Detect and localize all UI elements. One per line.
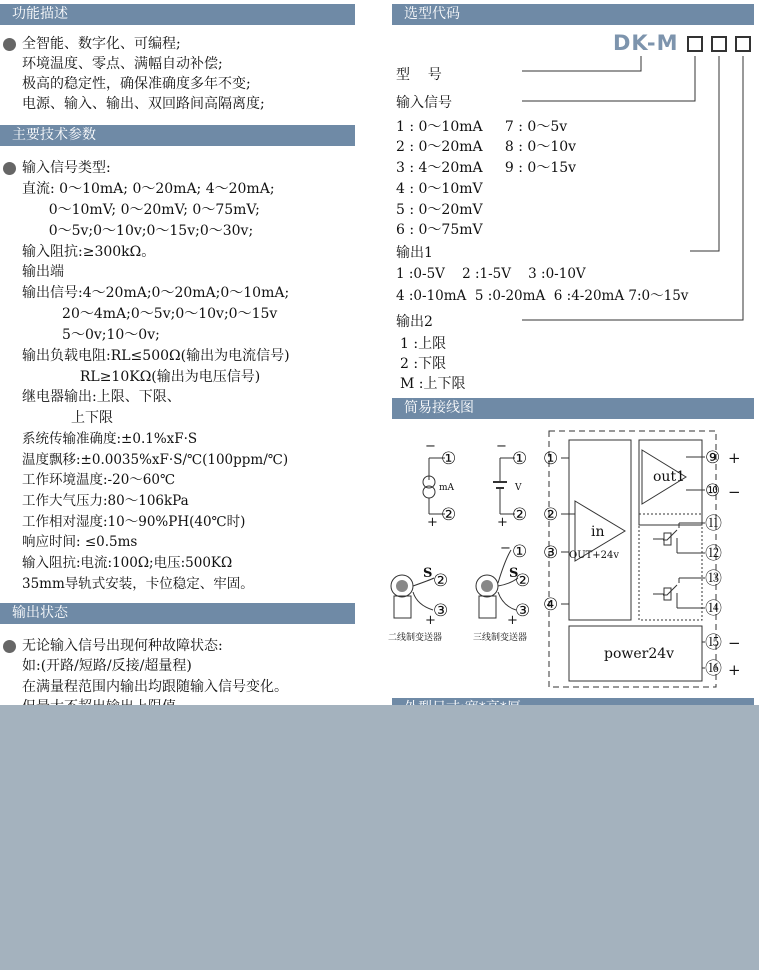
output-state-line: 在满量程范围内输出均跟随输入信号变化。 [22,679,288,695]
tech-param-line: 工作相对湿度:10～90%PH(40℃时) [22,514,246,530]
output2-label: 输出2 [396,314,433,330]
plus-sign: + [507,613,518,628]
terminal-3: ③ [515,601,531,621]
plus-sign: + [497,515,508,530]
out24v-label: OUT+24v [569,550,620,561]
tech-param-line: 输出负载电阻:RL≤500Ω(输出为电流信号) [22,348,290,364]
plus-sign: + [728,661,741,679]
terminal-2: ② [512,505,528,525]
three-wire-caption: 三线制变送器 [473,633,528,643]
terminal-1: ① [512,449,528,469]
two-wire-caption: 二线制变送器 [388,633,443,643]
tech-param-line: 输出端 [22,264,64,280]
terminal-3: ③ [433,601,449,621]
tech-param-line: 0～5v;0～10v;0～15v;0～30v; [22,223,254,239]
tech-param-line: 直流: 0～10mA; 0～20mA; 4～20mA; [22,181,275,197]
func-line: 环境温度、零点、满幅自动补偿; [22,56,223,72]
input-option: 2 : 0～20mA 8 : 0～10v [396,139,577,155]
input-signal-label: 输入信号 [396,95,452,111]
type-label: 型 号 [396,67,442,83]
input-option: 6 : 0～75mV [396,222,483,238]
plus-sign: + [427,515,438,530]
minus-sign: − [728,634,741,652]
tech-param-line: 工作环境温度:-20～60℃ [22,472,176,488]
terminal-15: ⑮ [705,633,722,653]
plus-sign: + [728,449,741,467]
wiring-diagram [385,420,759,695]
tech-param-line: 35mm导轨式安装，卡位稳定、牢固。 [22,576,254,592]
input-option: 3 : 4～20mA 9 : 0～15v [396,160,577,176]
s-label: S [423,566,433,581]
terminal-2: ② [441,505,457,525]
tech-param-line: 工作大气压力:80～106kPa [22,493,189,509]
section-header-function: 功能描述 [0,4,355,25]
tech-param-line: 系统传输准确度:±0.1%xF·S [22,431,198,447]
terminal-11: ⑪ [705,514,722,534]
section-header-output-state: 输出状态 [0,603,355,624]
output2-option: 2 :下限 [400,356,447,372]
input-option: 1 : 0～10mA 7 : 0～5v [396,119,568,135]
terminal-2: ② [515,571,531,591]
tech-param-line: RL≥10KΩ(输出为电压信号) [22,369,261,385]
tech-param-line: 输入信号类型: [22,160,111,176]
minus-sign: − [728,483,741,501]
terminal-4: ④ [543,595,559,615]
s-label: S [509,566,519,581]
tech-param-line: 5～0v;10～0v; [22,327,160,343]
model-code-leader-lines [0,0,759,400]
overlay-panel [0,705,759,970]
power-label: power24v [604,646,675,662]
func-line: 电源、输入、输出、双回路间高隔离度; [22,96,265,112]
in-label: in [591,524,605,540]
terminal-10: ⑩ [705,481,721,501]
section-header-tech: 主要技术参数 [0,125,355,146]
section-header-wiring: 简易接线图 [392,398,754,419]
tech-param-line: 温度飘移:±0.0035%xF·S/℃(100ppm/℃) [22,452,289,468]
model-code: DK-M [613,31,679,55]
output1-option: 4 :0-10mA 5 :0-20mA 6 :4-20mA 7:0～15v [396,288,689,304]
terminal-1: ① [441,449,457,469]
terminal-16: ⑯ [705,659,722,679]
tech-param-line: 0～10mV; 0～20mV; 0～75mV; [22,202,260,218]
tech-param-line: 响应时间: ≤0.5ms [22,534,138,550]
output2-option: M :上下限 [400,376,466,392]
minus-sign: − [496,439,507,454]
plus-sign: + [425,613,436,628]
terminal-2: ② [433,571,449,591]
tech-param-line: 20～4mA;0～5v;0～10v;0～15v [22,306,278,322]
output-state-line: 如:(开路/短路/反接/超量程) [22,658,192,674]
bullet-icon [3,640,16,653]
terminal-1: ① [543,449,559,469]
tech-param-line: 输入阻抗:电流:100Ω;电压:500KΩ [22,555,233,571]
terminal-13: ⑬ [705,569,722,589]
func-line: 极高的稳定性，确保准确度多年不变; [22,76,251,92]
v-label: V [515,483,522,493]
func-line: 全智能、数字化、可编程; [22,36,181,52]
tech-param-line: 输入阻抗:≥300kΩ。 [22,244,156,260]
terminal-14: ⑭ [705,599,722,619]
section-header-model: 选型代码 [392,4,754,25]
tech-param-line: 上下限 [22,410,113,426]
terminal-3: ③ [543,543,559,563]
output1-label: 输出1 [396,245,433,261]
ma-label: mA [439,483,455,493]
tech-param-line: 输出信号:4～20mA;0～20mA;0～10mA; [22,285,290,301]
output1-option: 1 :0-5V 2 :1-5V 3 :0-10V [396,266,586,282]
input-option: 5 : 0～20mV [396,202,483,218]
output-state-line: 无论输入信号出现何种故障状态: [22,638,223,654]
input-option: 4 : 0～10mV [396,181,483,197]
output2-option: 1 :上限 [400,336,447,352]
minus-sign: − [500,541,511,556]
terminal-1: ① [512,542,528,562]
minus-sign: − [425,439,436,454]
tech-param-line: 继电器输出:上限、下限、 [22,389,181,405]
terminal-2: ② [543,505,559,525]
terminal-9: ⑨ [705,448,721,468]
terminal-12: ⑫ [705,544,722,564]
out1-label: out1 [653,469,685,485]
